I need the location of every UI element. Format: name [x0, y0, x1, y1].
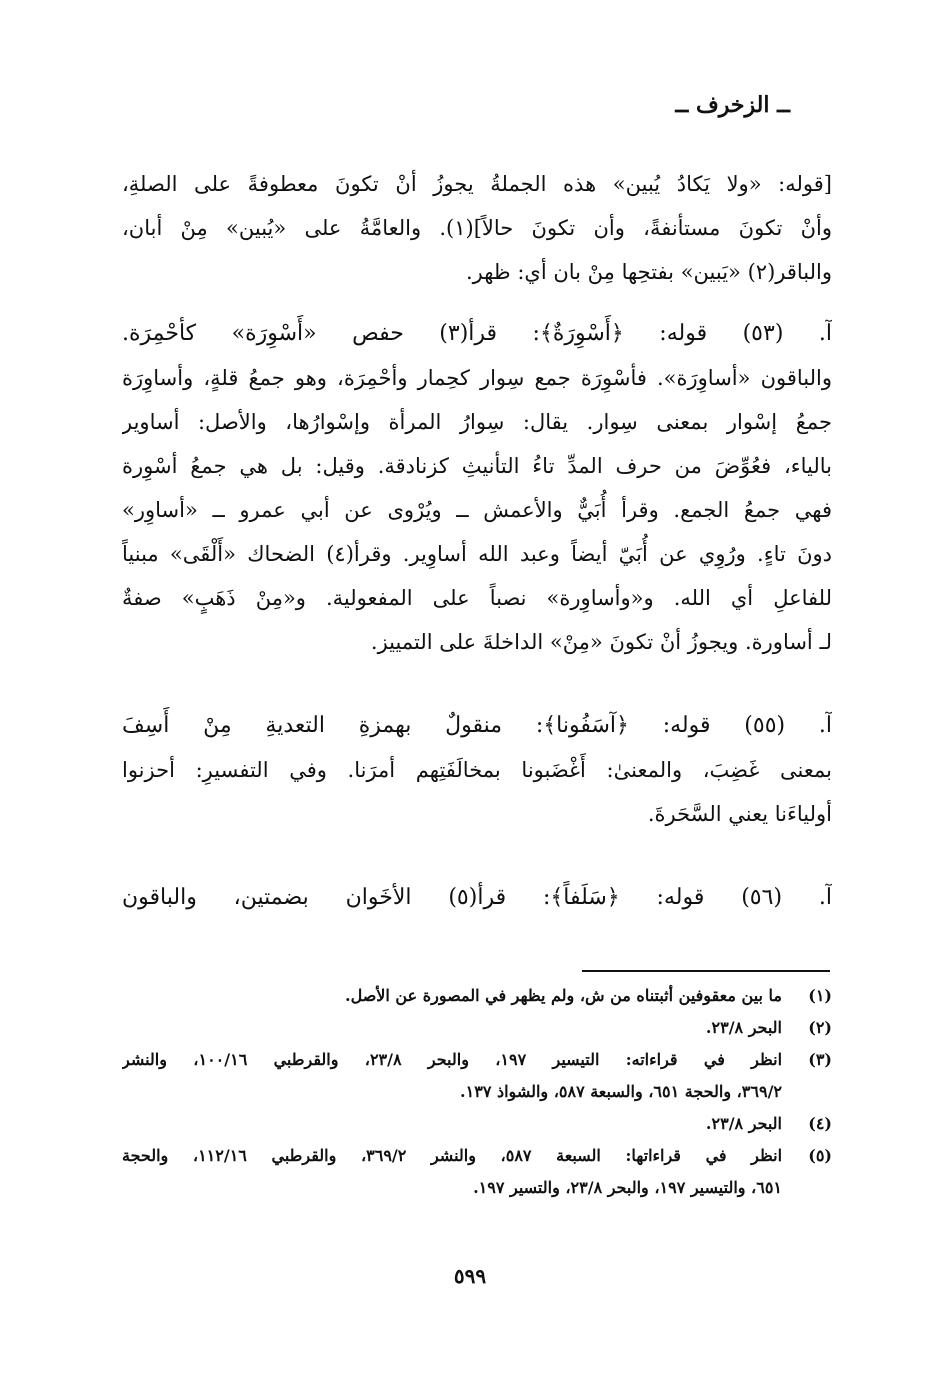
footnote-separator [582, 970, 830, 972]
footnote-text: ٣٦٩/٢، والحجة ٦٥١، والسبعة ٥٨٧، والشواذ ١٣٧. [460, 1082, 782, 1101]
text-line: لـ أساورة. ويجوزُ أنْ تكونَ «مِنْ» الداخلةَ على التمييز. [370, 630, 832, 654]
page-number: ٥٩٩ [453, 1264, 487, 1288]
text-line: والباقر(٢) «يَبين» بفتحِها مِنْ بان أي: ظهر. [465, 260, 832, 284]
text-line: دونَ تاءٍ. ورُوِي عن أُبَيّ أيضاً وعبد الله أساوِير. وقرأ(٤) الضحاك «أَلْقَى» مبنياً [122, 542, 832, 566]
text-line: [قوله: «ولا يَكادُ يُبين» هذه الجملةُ يجوزُ أنْ تكونَ معطوفةً على الصلةِ، [122, 172, 832, 196]
text-line: للفاعلِ أي الله. و«وأساوِرة» نصباً على المفعولية. و«مِنْ ذَهَبٍ» صفةٌ [122, 586, 832, 610]
footnote-text: البحر ٢٣/٨. [705, 1018, 782, 1037]
verse-heading-line: آ. (٥٦) قوله: ﴿سَلَفاً﴾: قرأ(٥) الأخَوان بضمتين، والباقون [122, 885, 832, 910]
verse-heading-line: آ. (٥٣) قوله: ﴿أَسْوِرَةٌ﴾: قرأ(٣) حفص «أَسْوِرَة» كأحْمِرَة. [122, 321, 832, 346]
paragraph [122, 704, 832, 836]
text-line: وأنْ تكونَ مستأنفةً، وأن تكونَ حالاً](١). والعامَّةُ على «يُبين» مِنْ أبان، [122, 216, 832, 240]
footnote-number: (٣) [808, 1050, 832, 1069]
verse-heading-line: آ. (٥٥) قوله: ﴿آسَفُونا﴾: منقولٌ بهمزةِ التعديةِ مِنْ أَسِفَ [122, 713, 832, 738]
footnote [122, 980, 832, 1012]
text-line: جمعُ إسْوار بمعنى سِوار. يقال: سِوارُ المرأة وإسْوارُها، والأصل: أساوير [122, 410, 832, 434]
footnotes [122, 980, 832, 1204]
text-line: بالياء، فعُوِّضَ من حرف المدِّ تاءُ التأنيثِ كزنادقة. وقيل: بل هي جمعُ أسْوِرة [122, 454, 832, 478]
footnote-number: (٥) [808, 1146, 832, 1165]
text-line: فهي جمعُ الجمع. وقرأ أُبَيٌّ والأعمش ــ ويُرْوى عن أبي عمرو ــ «أساوِر» [122, 498, 832, 522]
paragraph [122, 162, 832, 294]
footnote-text: ما بين معقوفين أثبتناه من ش، ولم يظهر في المصورة عن الأصل. [345, 986, 782, 1005]
footnote-number: (٤) [808, 1114, 832, 1133]
footnote-number: (٢) [808, 1018, 832, 1037]
text-line: والباقون «أساوِرَة». فأسْوِرَة جمع سِوار كحِمار وأحْمِرَة، وهو جمعُ قلةٍ، وأساوِرَة [122, 366, 832, 390]
footnote [122, 1044, 832, 1108]
text-line: بمعنى غَضِبَ، والمعنىٰ: أَغْضَبونا بمخالَفَتِهم أمرَنا. وفي التفسيرِ: أحزنوا [122, 758, 832, 782]
text-line: أولياءَنا يعني السَّحَرةَ. [647, 802, 832, 826]
footnote [122, 1012, 832, 1044]
footnote [122, 1140, 832, 1204]
footnote-text: ٦٥١، والتيسير ١٩٧، والبحر ٢٣/٨، والتسير ١٩٧. [473, 1178, 782, 1197]
paragraph [122, 312, 832, 664]
footnote-number: (١) [808, 986, 832, 1005]
main-text [122, 162, 832, 938]
running-head: ــ الزخرف ــ [675, 92, 790, 118]
footnote-text: انظر في قراءاته: التيسير ١٩٧، والبحر ٢٣/٨، والقرطبي ١٠٠/١٦، والنشر [122, 1050, 782, 1069]
footnote-text: انظر في قراءاتها: السبعة ٥٨٧، والنشر ٣٦٩/٢، والقرطبي ١١٢/١٦، والحجة [122, 1146, 782, 1165]
footnote-text: البحر ٢٣/٨. [705, 1114, 782, 1133]
footnote [122, 1108, 832, 1140]
paragraph [122, 876, 832, 920]
